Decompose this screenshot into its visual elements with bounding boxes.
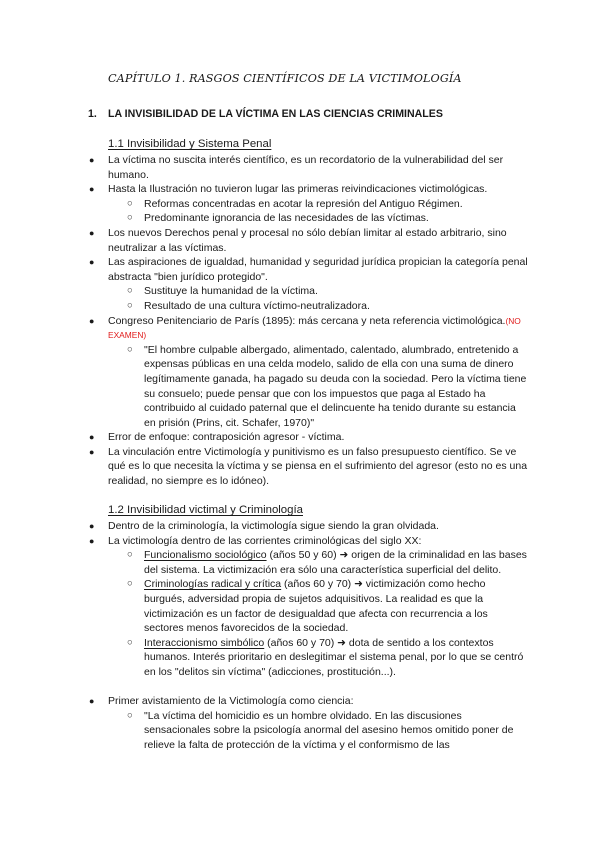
circle-bullet-icon: ○ — [127, 343, 133, 355]
item-text: Hasta la Ilustración no tuvieron lugar las primeras reivindicaciones victimológicas. — [108, 183, 488, 196]
item-text: La víctima no suscita interés científico, es un recordatorio de la vulnerabilidad del ser humano. — [108, 154, 504, 181]
item-text: Los nuevos Derechos penal y procesal no sólo debían limitar al estado arbitrario, sino neutralizar a las víctimas. — [108, 226, 507, 254]
list-item — [0, 226, 600, 255]
item-text: Congreso Penitenciario de París (1895): más cercana y neta referencia victimológica. — [108, 314, 506, 327]
current-name: Funcionalismo sociológico — [144, 549, 267, 562]
item-text: La victimología dentro de las corrientes criminológicas del siglo XX: — [108, 534, 422, 547]
item-text: Predominante ignorancia de las necesidades de las víctimas. — [144, 212, 429, 225]
current-name: Criminologías radical y crítica — [144, 578, 282, 591]
bullet-icon: ● — [89, 432, 95, 443]
circle-bullet-icon: ○ — [127, 636, 133, 648]
item-text: Las aspiraciones de igualdad, humanidad y seguridad jurídica propician la categoría penal abstracta "bien jurídico protegido". — [108, 256, 528, 283]
quote-text: "La víctima del homicidio es un hombre olvidado. En las discusiones sensacionales sobre la psicología anormal del asesino hemos omitido poner de relieve la falta de protección de la víctima y el conformismo de las — [144, 709, 514, 751]
list-item — [0, 709, 600, 753]
circle-bullet-icon: ○ — [127, 549, 133, 561]
list-item — [0, 636, 600, 680]
list-item — [0, 314, 600, 343]
circle-bullet-icon: ○ — [127, 709, 133, 721]
list-item — [0, 534, 600, 549]
current-name: Interaccionismo simbólico — [144, 636, 265, 649]
subsection-title-1-1: 1.1 Invisibilidad y Sistema Penal — [108, 138, 272, 150]
bullet-icon: ● — [89, 521, 95, 531]
bullet-icon: ● — [89, 446, 95, 457]
item-text: Sustituye la humanidad de la víctima. — [144, 285, 318, 298]
spacer — [0, 680, 600, 695]
bullet-icon: ● — [89, 696, 95, 707]
list-item — [0, 197, 600, 212]
list-item — [0, 343, 600, 431]
list-item — [0, 519, 600, 534]
list-item — [0, 577, 600, 635]
chapter-title: CAPÍTULO 1. RASGOS CIENTÍFICOS DE LA VICTIMOLOGÍA — [108, 72, 462, 85]
list-item — [0, 445, 600, 489]
subsection-title-1-2: 1.2 Invisibilidad victimal y Criminología — [108, 504, 303, 516]
item-text: Dentro de la criminología, la victimología sigue siendo la gran olvidada. — [108, 520, 439, 532]
list-item — [0, 694, 600, 709]
current-text: (años 60 y 70) ➜ dota de sentido a los contextos humanos. Interés prioritario en deslegitimar el sistema penal, por lo que se centró en los "delitos sin víctima" (adicciones, prostitución...). — [144, 636, 524, 678]
item-text: Resultado de una cultura víctimo-neutralizadora. — [144, 299, 370, 312]
section-title: LA INVISIBILIDAD DE LA VÍCTIMA EN LAS CIENCIAS CRIMINALES — [108, 108, 443, 120]
section-heading — [88, 107, 568, 122]
exam-note: (NO EXAMEN) — [108, 315, 521, 341]
quote-text: "El hombre culpable albergado, alimentado, calentado, alumbrado, entretenido a expensas públicas en una celda modelo, salido de ella con una suma de dinero legítimamente ganada, ha pagado su deuda con la sociedad. Pero la víctima tiene su consuelo; puede pensar que con los impuestos que paga al Estado ha contribuido al cuidado paternal que el delincuente ha tenido durante su estancia en prisión (Prins, cit. Schafer, 1970)" — [144, 343, 527, 429]
bullet-icon: ● — [89, 315, 95, 326]
item-text: La vinculación entre Victimología y punitivismo es un falso presupuesto científico. Se ve qué es lo que necesita la víctima y se piensa en el sufrimiento del agresor (esto no es una realidad, no siempre es lo idóneo). — [108, 445, 528, 488]
list-item — [0, 430, 600, 445]
item-text: Reformas concentradas en acotar la represión del Antiguo Régimen. — [144, 197, 463, 210]
list-item — [0, 548, 600, 577]
list-item — [0, 255, 600, 284]
circle-bullet-icon: ○ — [127, 578, 133, 590]
list-item — [0, 153, 600, 182]
circle-bullet-icon: ○ — [127, 212, 133, 224]
item-text: Error de enfoque: contraposición agresor - víctima. — [108, 431, 345, 444]
bullet-icon: ● — [89, 155, 95, 165]
subsection-1-1-list — [0, 153, 600, 489]
list-item — [0, 182, 600, 197]
current-text: (años 50 y 60) ➜ origen de la criminalidad en las bases del sistema. La victimización era sólo una característica superficial del delito. — [144, 549, 527, 576]
list-item — [0, 284, 600, 299]
item-text: Primer avistamiento de la Victimología como ciencia: — [108, 695, 354, 708]
bullet-icon: ● — [89, 535, 95, 546]
current-text: (años 60 y 70) ➜ victimización como hecho burgués, adversidad propia de sujetos adquisitivos. La realidad es que la victimización es un factor de desigualdad que afecta con recurrencia a los sectores menos favorecidos de la sociedad. — [144, 578, 488, 635]
circle-bullet-icon: ○ — [127, 299, 133, 311]
subsection-1-2-list — [0, 519, 600, 753]
list-item — [0, 299, 600, 314]
bullet-icon: ● — [89, 227, 95, 238]
circle-bullet-icon: ○ — [127, 285, 133, 297]
list-item — [0, 211, 600, 226]
bullet-icon: ● — [89, 257, 95, 268]
circle-bullet-icon: ○ — [127, 197, 133, 209]
section-number: 1. — [88, 108, 97, 120]
bullet-icon: ● — [89, 184, 95, 195]
